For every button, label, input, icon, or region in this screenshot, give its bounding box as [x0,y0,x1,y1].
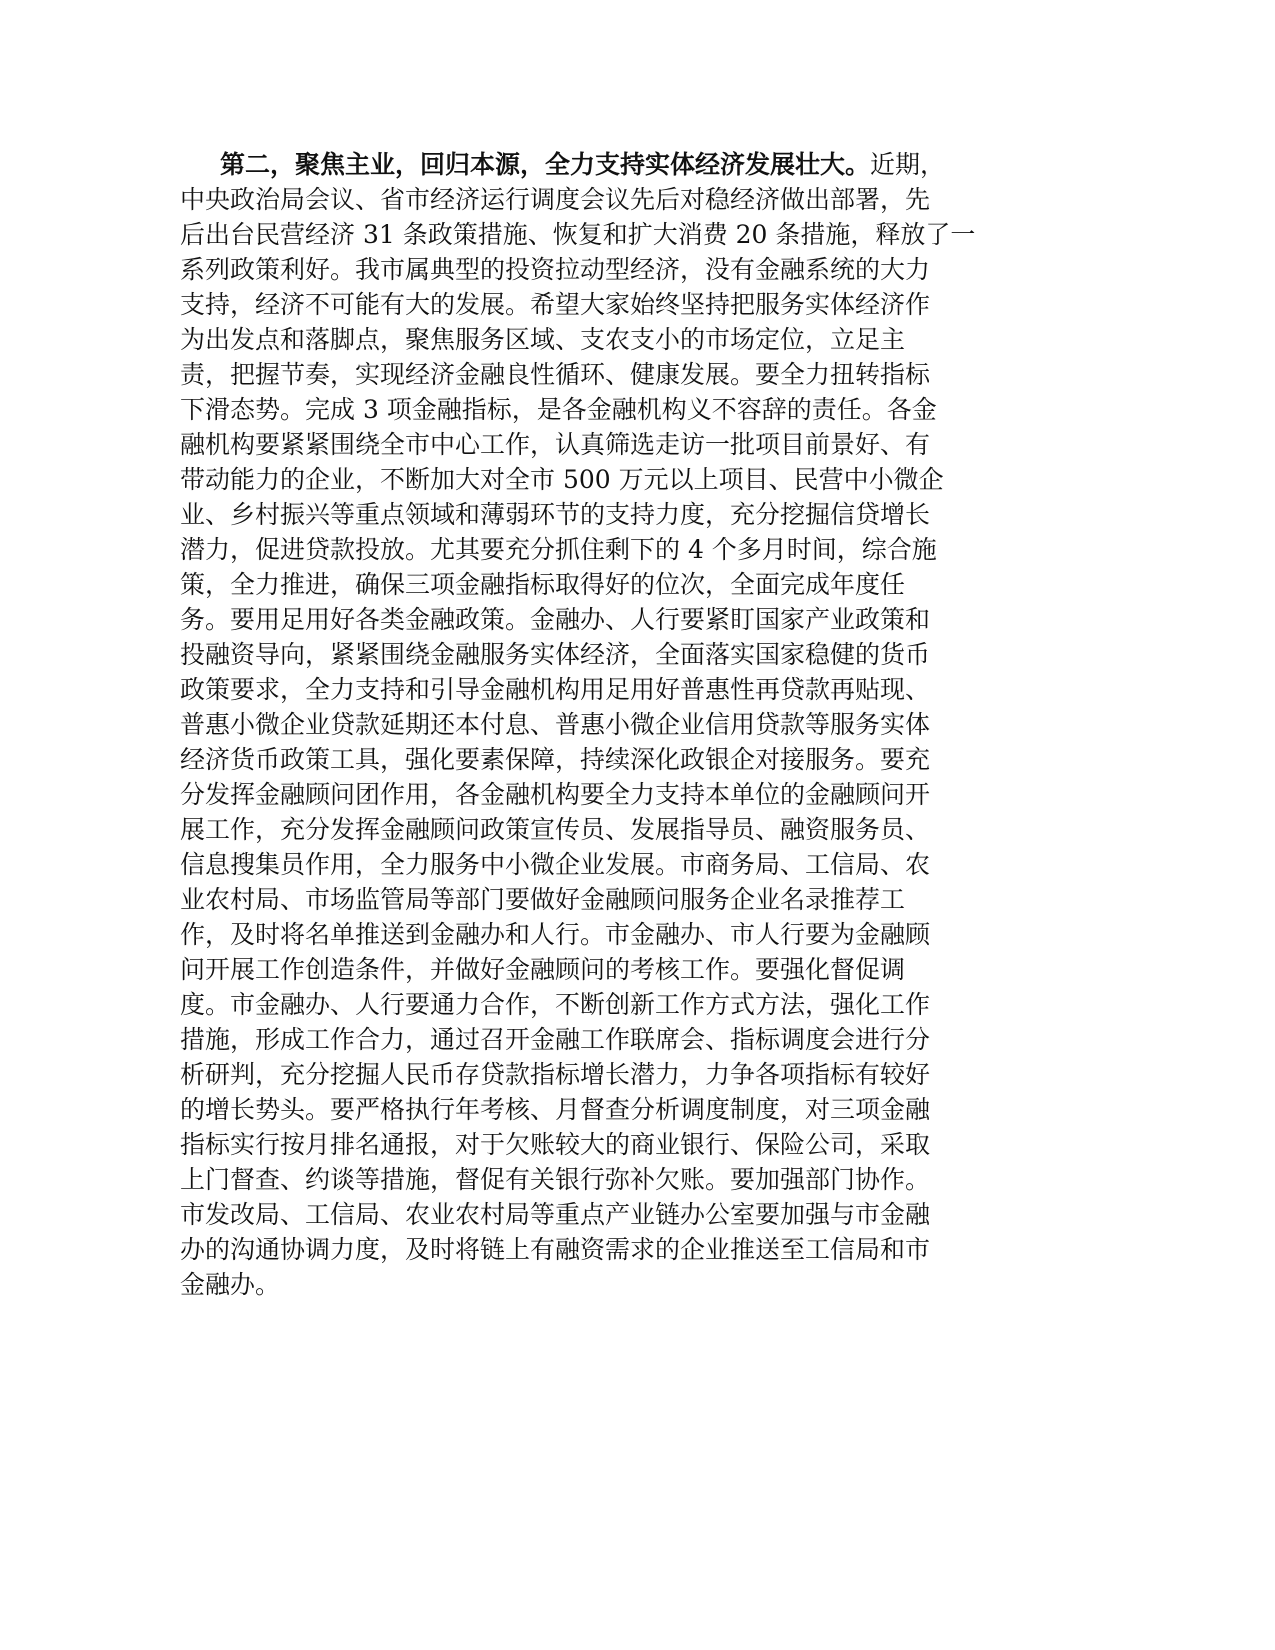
paragraph-line [180,811,930,849]
line-text: 务。要用足用好各类金融政策。金融办、人行要紧盯国家产业政策和 [180,605,931,634]
paragraph-line [180,951,905,989]
lead-heading: 第二，聚焦主业，回归本源，全力支持实体经济发展壮大。 [220,150,871,179]
line-text: 经济货币政策工具，强化要素保障，持续深化政银企对接服务。要充 [180,745,931,774]
line-text: 普惠小微企业贷款延期还本付息、普惠小微企业信用贷款等服务实体 [180,710,931,739]
paragraph-line [180,216,975,254]
line-text: 投融资导向，紧紧围绕金融服务实体经济，全面落实国家稳健的货币 [180,640,931,669]
line-text: 度。市金融办、人行要通力合作，不断创新工作方式方法，强化工作 [180,990,931,1019]
paragraph-line [180,181,930,219]
paragraph-line [220,146,945,184]
line-text: 后出台民营经济 31 条政策措施、恢复和扩大消费 20 条措施，释放了一 [180,220,976,249]
line-text: 问开展工作创造条件，并做好金融顾问的考核工作。要强化督促调 [180,955,906,984]
paragraph-line [180,706,930,744]
paragraph-line [180,1056,930,1094]
line-text: 上门督查、约谈等措施，督促有关银行弥补欠账。要加强部门协作。 [180,1165,931,1194]
line-text: 下滑态势。完成 3 项金融指标，是各金融机构义不容辞的责任。各金 [180,395,937,424]
line-text: 市发改局、工信局、农业农村局等重点产业链办公室要加强与市金融 [180,1200,931,1229]
line-text: 带动能力的企业，不断加大对全市 500 万元以上项目、民营中小微企 [180,465,944,494]
line-text: 业农村局、市场监管局等部门要做好金融顾问服务企业名录推荐工 [180,885,906,914]
paragraph-line [180,1091,930,1129]
line-text: 指标实行按月排名通报，对于欠账较大的商业银行、保险公司，采取 [180,1130,931,1159]
paragraph-line [180,1196,930,1234]
line-text: 析研判，充分挖掘人民币存贷款指标增长潜力，力争各项指标有较好 [180,1060,931,1089]
paragraph-line [180,426,930,464]
line-text: 策，全力推进，确保三项金融指标取得好的位次，全面完成年度任 [180,570,906,599]
paragraph-line [180,1161,930,1199]
paragraph-line [180,1021,930,1059]
line-text: 潜力，促进贷款投放。尤其要充分抓住剩下的 4 个多月时间，综合施 [180,535,937,564]
line-text: 融机构要紧紧围绕全市中心工作，认真筛选走访一批项目前景好、有 [180,430,931,459]
paragraph-line [180,496,930,534]
paragraph-line [180,636,930,674]
line-text: 系列政策利好。我市属典型的投资拉动型经济，没有金融系统的大力 [180,255,931,284]
line-text: 政策要求，全力支持和引导金融机构用足用好普惠性再贷款再贴现、 [180,675,931,704]
paragraph-line [180,776,930,814]
line-text: 业、乡村振兴等重点领域和薄弱环节的支持力度，充分挖掘信贷增长 [180,500,931,529]
line-text: 展工作，充分发挥金融顾问政策宣传员、发展指导员、融资服务员、 [180,815,931,844]
paragraph-line [180,986,930,1024]
line-text: 的增长势头。要严格执行年考核、月督查分析调度制度，对三项金融 [180,1095,931,1124]
paragraph-line [180,741,930,779]
paragraph-line [180,461,944,499]
line-text: 责，把握节奏，实现经济金融良性循环、健康发展。要全力扭转指标 [180,360,931,389]
line-text: 作，及时将名单推送到金融办和人行。市金融办、市人行要为金融顾 [180,920,931,949]
line-text: 办的沟通协调力度，及时将链上有融资需求的企业推送至工信局和市 [180,1235,931,1264]
paragraph-line [180,251,930,289]
line-text: 分发挥金融顾问团作用，各金融机构要全力支持本单位的金融顾问开 [180,780,931,809]
line-text: 措施，形成工作合力，通过召开金融工作联席会、指标调度会进行分 [180,1025,931,1054]
paragraph-line [180,916,930,954]
paragraph-line [180,881,905,919]
paragraph-line [180,671,930,709]
paragraph-line [180,1266,280,1304]
paragraph-line [180,391,937,429]
line-text: 金融办。 [180,1270,281,1299]
line-text: 支持，经济不可能有大的发展。希望大家始终坚持把服务实体经济作 [180,290,931,319]
paragraph-line [180,1231,930,1269]
paragraph-line [180,531,937,569]
line-text: 信息搜集员作用，全力服务中小微企业发展。市商务局、工信局、农 [180,850,931,879]
paragraph-line [180,321,905,359]
paragraph-line [180,1126,930,1164]
paragraph-line [180,566,905,604]
line-text: 近期， [870,150,946,179]
paragraph-line [180,286,930,324]
paragraph-line [180,356,930,394]
paragraph-line [180,846,930,884]
paragraph-line [180,601,930,639]
line-text: 中央政治局会议、省市经济运行调度会议先后对稳经济做出部署，先 [180,185,931,214]
line-text: 为出发点和落脚点，聚焦服务区域、支农支小的市场定位，立足主 [180,325,906,354]
